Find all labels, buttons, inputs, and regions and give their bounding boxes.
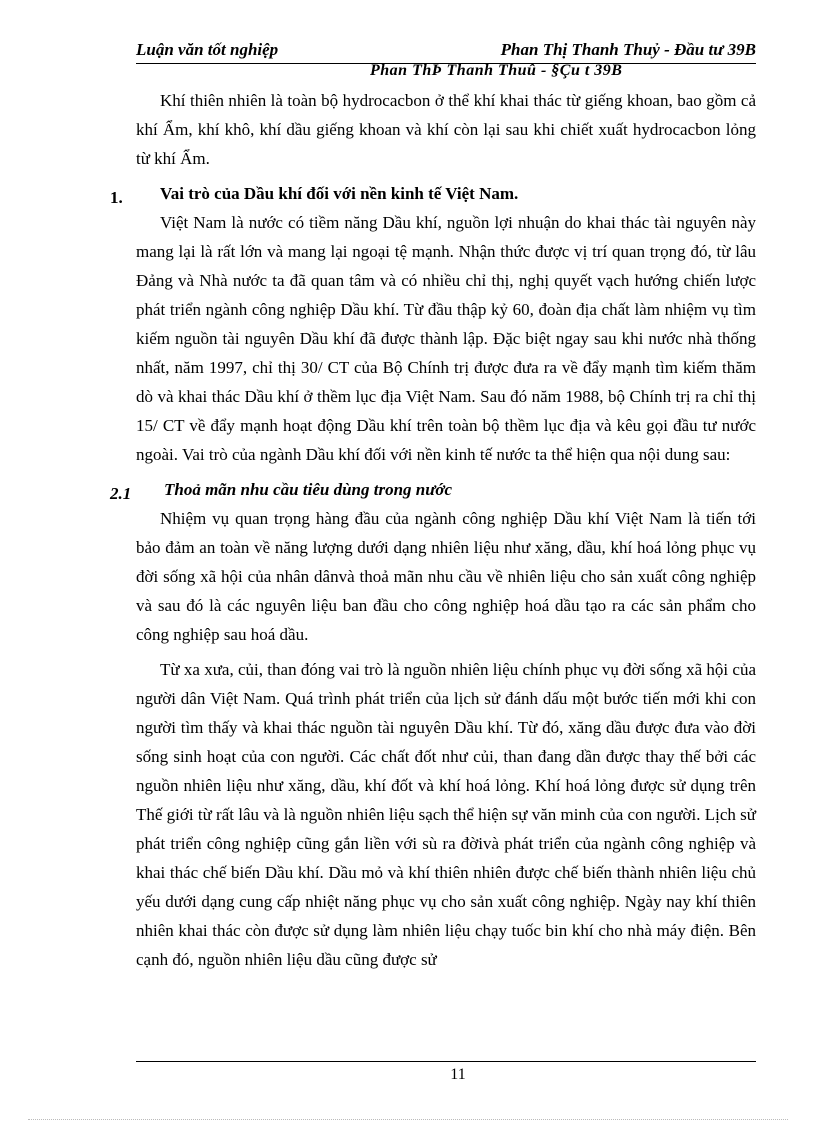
page-number: 11 (450, 1066, 466, 1083)
section-2-1-number: 2.1 (110, 484, 132, 503)
document-body (110, 86, 756, 974)
footer-divider (136, 1061, 756, 1062)
section-2-1-paragraph-2: Từ xa xưa, củi, than đóng vai trò là nguồn nhiên liệu chính phục vụ đời sống xã hội của người dân Việt Nam. Quá trình phát triển của lịch sử đánh dấu một bước tiến mới khi con người tìm thấy và khai thác nguồn tài nguyên Dầu khí. Từ đó, xăng dầu được đưa vào đời sống sinh hoạt của con người. Các chất đốt như củi, than đang dần được thay thế bởi các nguồn nhiên liệu như xăng, dầu, khí đốt và khí hoá lỏng. Khí hoá lỏng được sử dụng trên Thế giới từ rất lâu và là nguồn nhiên liệu sạch thể hiện sự văn minh của con người. Lịch sử phát triển công nghiệp cũng gắn liền với sù ra đờivà phát triển của ngành công nghiệp và khai thác chế biến Dầu khí. Dầu mỏ và khí thiên nhiên được chế biến thành nhiên liệu chủ yếu dưới dạng cung cấp nhiệt năng phục vụ cho sản xuất công nghiệp. Ngày nay khí thiên nhiên khai thác còn được sử dụng làm nhiên liệu chạy tuốc bin khí cho nhà máy điện. Bên cạnh đó, nguồn nhiên liệu dầu cũng được sử (136, 660, 756, 969)
section-1-title: Vai trò của Dầu khí đối với nền kinh tế Việt Nam. (160, 184, 519, 203)
header-thesis-label: Luận văn tốt nghiệp (136, 40, 279, 59)
section-1-heading (110, 179, 756, 208)
header-author: Phan Thị Thanh Thuỷ - Đầu tư 39B (500, 40, 756, 59)
section-2-1-heading (110, 475, 756, 504)
section-1-number: 1. (110, 188, 123, 207)
intro-paragraph: Khí thiên nhiên là toàn bộ hydrocacbon ở thể khí khai thác từ giếng khoan, bao gồm cả khí Ẩm, khí khô, khí dầu giếng khoan và khí còn lại sau khi chiết xuất hydrocacbon lỏng từ khí Ẩm. (136, 91, 756, 168)
section-2-1-paragraph-1: Nhiệm vụ quan trọng hàng đầu của ngành công nghiệp Dầu khí Việt Nam là tiến tới bảo đảm an toàn về năng lượng dưới dạng nhiên liệu như xăng, dầu, khí hoá lỏng phục vụ đời sống xã hội của nhân dânvà thoả mãn nhu cầu về nhiên liệu cho sản xuất công nghiệp và sau đó là các nguyên liệu ban đầu cho công nghiệp hoá dầu tạo ra các sản phẩm cho công nghiệp sau hoá dầu. (136, 509, 756, 644)
section-2-1-title: Thoả mãn nhu cầu tiêu dùng trong nước (164, 480, 453, 499)
page-footer (0, 1066, 816, 1084)
header-author-garbled: Phan ThÞ Thanh Thuû - §Çu t 39B (370, 62, 623, 79)
section-1-paragraph: Việt Nam là nước có tiềm năng Dầu khí, nguồn lợi nhuận do khai thác tài nguyên này mang lại là rất lớn và mang lại ngoại tệ mạnh. Nhận thức được vị trí quan trọng đó, từ lâu Đảng và Nhà nước ta đã quan tâm và có nhiều chỉ thị, nghị quyết vạch hướng chiến lược phát triển ngành công nghiệp Dầu khí. Từ đầu thập kỷ 60, đoàn địa chất làm nhiệm vụ tìm kiếm nguồn tài nguyên Dầu khí đã được thành lập. Đặc biệt ngay sau khi nước nhà thống nhất, năm 1997, chỉ thị 30/ CT của Bộ Chính trị được đưa ra về đẩy mạnh tìm kiếm thăm dò và khai thác Dầu khí ở thềm lục địa Việt Nam. Sau đó năm 1988, bộ Chính trị ra chỉ thị 15/ CT về đẩy mạnh hoạt động Dầu khí trên toàn bộ thềm lục địa và kêu gọi đầu tư nước ngoài. Vai trò của ngành Dầu khí đối với nền kinh tế nước ta thể hiện qua nội dung sau: (136, 213, 756, 464)
page-boundary (28, 1119, 788, 1120)
page-header (136, 40, 756, 62)
